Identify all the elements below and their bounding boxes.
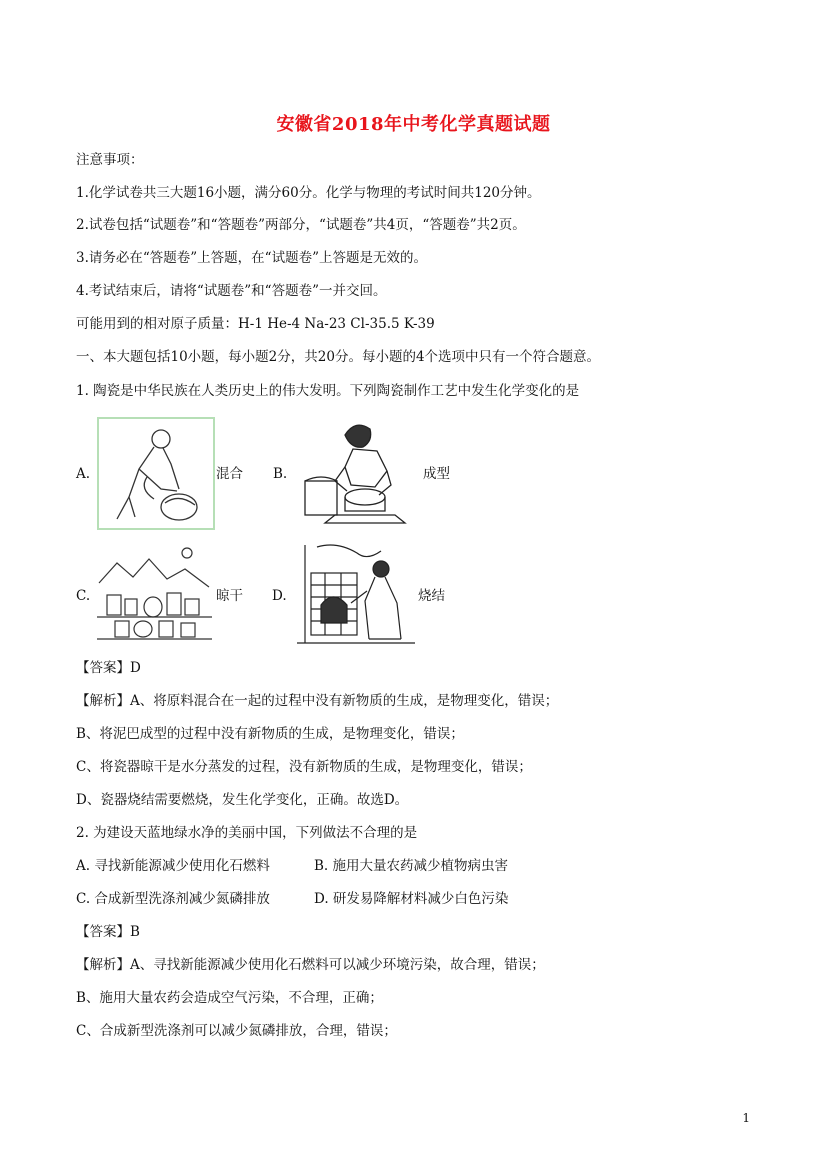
- notice-item-2: 2.试卷包括“试题卷”和“答题卷”两部分，“试题卷”共4页，“答题卷”共2页。: [76, 217, 526, 233]
- q1-analysis-line-1: 【解析】A、将原料混合在一起的过程中没有新物质的生成，是物理变化，错误；: [76, 693, 559, 709]
- q2-answer: 【答案】B: [76, 924, 140, 940]
- q1-analysis-line-2: B、将泥巴成型的过程中没有新物质的生成，是物理变化，错误；: [76, 726, 464, 742]
- q2-option-d: D. 研发易降解材料减少白色污染: [314, 891, 509, 907]
- atomic-mass-line: 可能用到的相对原子质量：H-1 He-4 Na-23 Cl-35.5 K-39: [76, 316, 435, 332]
- mixing-illustration: [97, 417, 215, 530]
- page-title: 安徽省2018年中考化学真题试题: [276, 114, 551, 135]
- q2-stem: 2. 为建设天蓝地绿水净的美丽中国，下列做法不合理的是: [76, 825, 418, 841]
- page-number: 1: [742, 1111, 750, 1125]
- q1-option-a-letter: A.: [76, 466, 91, 482]
- q1-analysis-line-4: D、瓷器烧结需要燃烧，发生化学变化，正确。故选D。: [76, 792, 409, 808]
- q1-option-c-letter: C.: [76, 588, 91, 604]
- notice-item-4: 4.考试结束后，请将“试题卷”和“答题卷”一并交回。: [76, 283, 387, 299]
- q2-option-a: A. 寻找新能源减少使用化石燃料: [76, 858, 270, 874]
- q2-analysis-line-1: 【解析】A、寻找新能源减少使用化石燃料可以减少环境污染，故合理，错误；: [76, 957, 545, 973]
- q1-option-d-letter: D.: [272, 588, 287, 604]
- q1-stem: 1. 陶瓷是中华民族在人类历史上的伟大发明。下列陶瓷制作工艺中发生化学变化的是: [76, 383, 580, 399]
- q1-option-a-label: 混合: [216, 466, 243, 482]
- section-1-heading: 一、本大题包括10小题，每小题2分，共20分。每小题的4个选项中只有一个符合题意。: [76, 349, 601, 365]
- q1-option-d-label: 烧结: [418, 588, 445, 604]
- notice-heading: 注意事项：: [76, 152, 144, 168]
- notice-item-3: 3.请务必在“答题卷”上答题，在“试题卷”上答题是无效的。: [76, 250, 427, 266]
- q1-option-c-label: 晾干: [216, 588, 243, 604]
- q2-analysis-line-2: B、施用大量农药会造成空气污染，不合理，正确；: [76, 990, 383, 1006]
- q2-option-c: C. 合成新型洗涤剂减少氮磷排放: [76, 891, 270, 907]
- notice-item-1: 1.化学试卷共三大题16小题，满分60分。化学与物理的考试时间共120分钟。: [76, 185, 541, 201]
- q1-answer: 【答案】D: [76, 660, 141, 676]
- q1-analysis-line-3: C、将瓷器晾干是水分蒸发的过程，没有新物质的生成，是物理变化，错误；: [76, 759, 532, 775]
- shaping-illustration: [295, 415, 420, 527]
- drying-illustration: [97, 543, 212, 643]
- q1-option-b-letter: B.: [273, 466, 288, 482]
- q2-analysis-line-3: C、合成新型洗涤剂可以减少氮磷排放，合理，错误；: [76, 1023, 397, 1039]
- q2-option-b: B. 施用大量农药减少植物病虫害: [314, 858, 509, 874]
- firing-illustration: [297, 543, 415, 648]
- q1-option-b-label: 成型: [423, 466, 450, 482]
